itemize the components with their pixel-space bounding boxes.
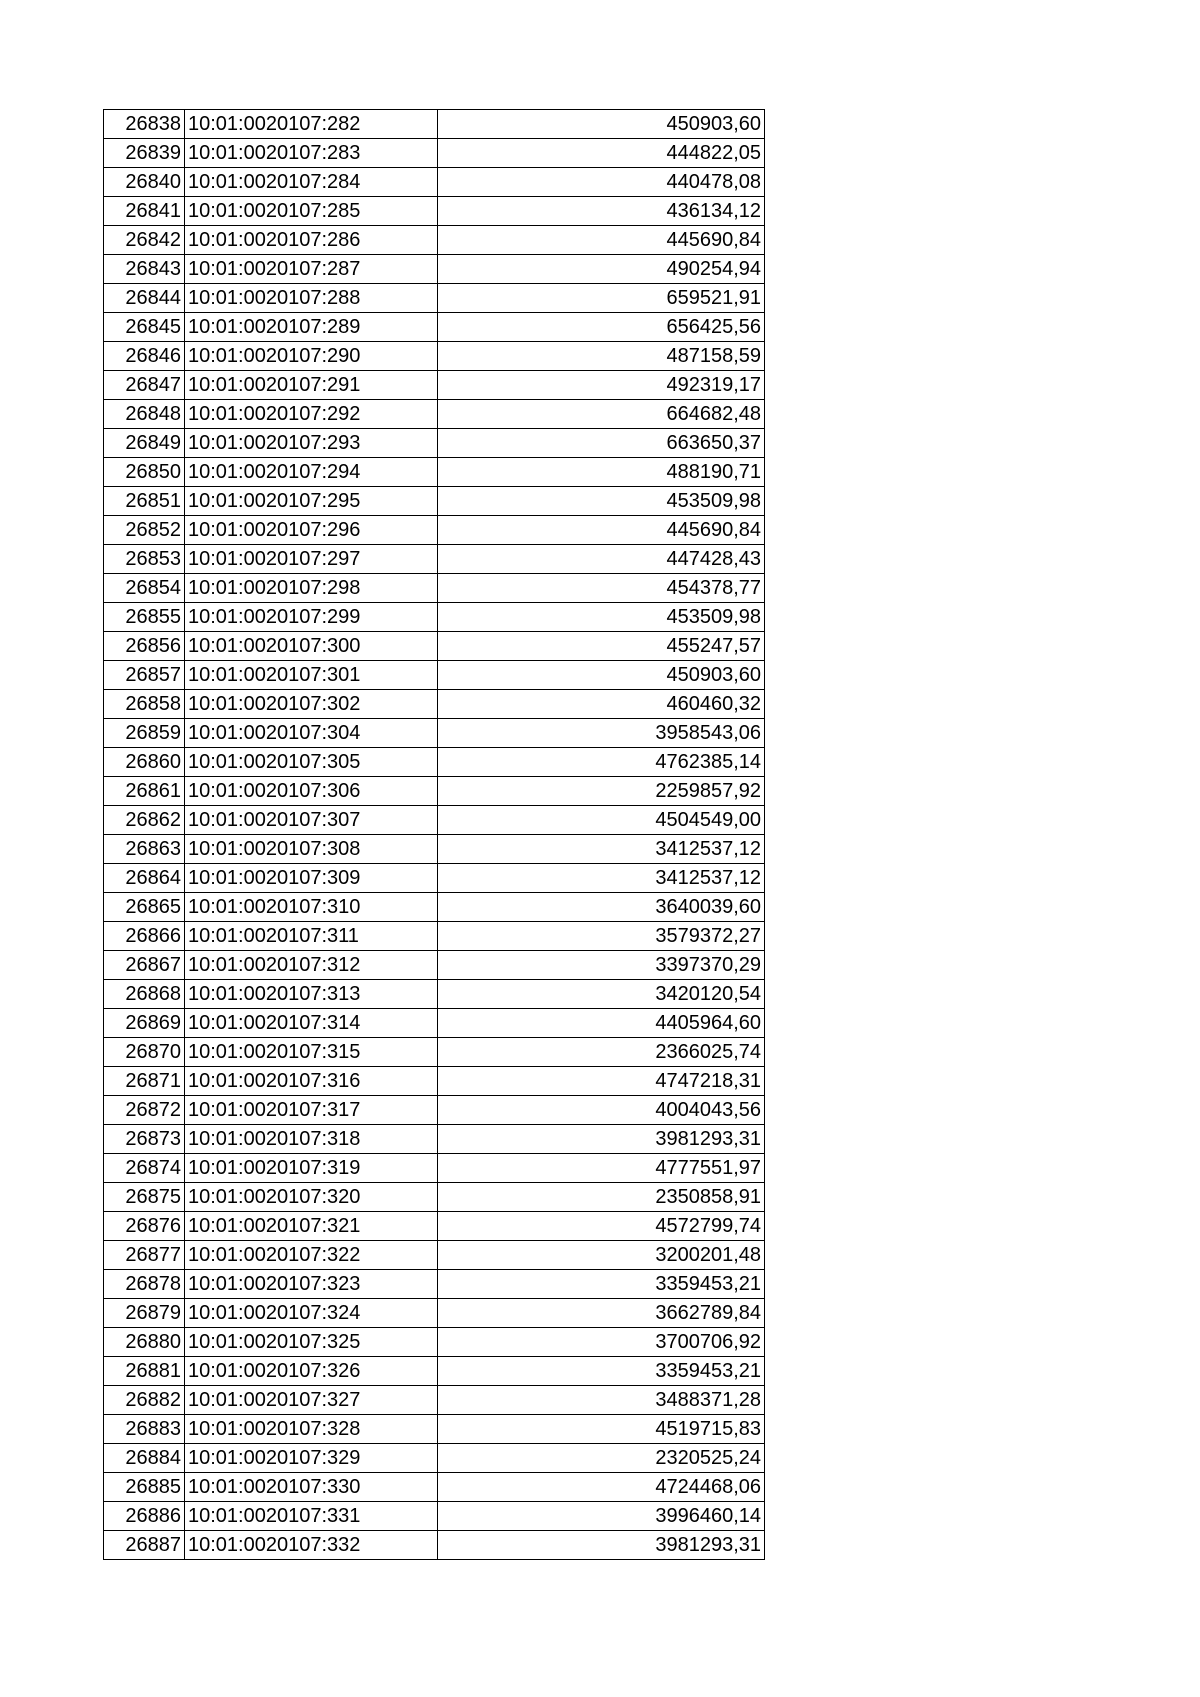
row-number-cell: 26839 [104,139,185,168]
table-row [104,864,765,893]
row-number-cell: 26858 [104,690,185,719]
row-number-cell: 26846 [104,342,185,371]
table-row [104,1502,765,1531]
cadastral-number-cell: 10:01:0020107:299 [185,603,438,632]
cadastral-value-cell: 453509,98 [438,487,765,516]
cadastral-number-cell: 10:01:0020107:313 [185,980,438,1009]
cadastral-value-cell: 450903,60 [438,661,765,690]
cadastral-value-cell: 450903,60 [438,110,765,139]
table-row [104,342,765,371]
row-number-cell: 26876 [104,1212,185,1241]
table-row [104,1386,765,1415]
cadastral-value-cell: 444822,05 [438,139,765,168]
cadastral-number-cell: 10:01:0020107:288 [185,284,438,313]
table-row [104,168,765,197]
table-row [104,1357,765,1386]
cadastral-value-cell: 453509,98 [438,603,765,632]
table-row [104,1154,765,1183]
table-row [104,1299,765,1328]
cadastral-number-cell: 10:01:0020107:291 [185,371,438,400]
row-number-cell: 26884 [104,1444,185,1473]
row-number-cell: 26865 [104,893,185,922]
cadastral-number-cell: 10:01:0020107:314 [185,1009,438,1038]
cadastral-number-cell: 10:01:0020107:304 [185,719,438,748]
row-number-cell: 26842 [104,226,185,255]
cadastral-number-cell: 10:01:0020107:320 [185,1183,438,1212]
row-number-cell: 26885 [104,1473,185,1502]
cadastral-value-cell: 4762385,14 [438,748,765,777]
row-number-cell: 26879 [104,1299,185,1328]
cadastral-number-cell: 10:01:0020107:327 [185,1386,438,1415]
table-row [104,255,765,284]
row-number-cell: 26838 [104,110,185,139]
cadastral-value-cell: 3420120,54 [438,980,765,1009]
cadastral-value-cell: 3662789,84 [438,1299,765,1328]
cadastral-value-cell: 3412537,12 [438,864,765,893]
cadastral-number-cell: 10:01:0020107:311 [185,922,438,951]
cadastral-value-cell: 445690,84 [438,226,765,255]
table-row [104,777,765,806]
row-number-cell: 26866 [104,922,185,951]
cadastral-number-cell: 10:01:0020107:322 [185,1241,438,1270]
row-number-cell: 26856 [104,632,185,661]
cadastral-number-cell: 10:01:0020107:308 [185,835,438,864]
cadastral-value-cell: 3359453,21 [438,1357,765,1386]
cadastral-number-cell: 10:01:0020107:297 [185,545,438,574]
cadastral-number-cell: 10:01:0020107:321 [185,1212,438,1241]
cadastral-number-cell: 10:01:0020107:305 [185,748,438,777]
row-number-cell: 26862 [104,806,185,835]
cadastral-value-cell: 4519715,83 [438,1415,765,1444]
cadastral-value-cell: 2350858,91 [438,1183,765,1212]
row-number-cell: 26849 [104,429,185,458]
table-row [104,690,765,719]
cadastral-value-cell: 656425,56 [438,313,765,342]
row-number-cell: 26883 [104,1415,185,1444]
cadastral-value-cell: 4777551,97 [438,1154,765,1183]
cadastral-number-cell: 10:01:0020107:290 [185,342,438,371]
row-number-cell: 26855 [104,603,185,632]
table-row [104,284,765,313]
table-row [104,1270,765,1299]
row-number-cell: 26868 [104,980,185,1009]
cadastral-value-cell: 2259857,92 [438,777,765,806]
row-number-cell: 26841 [104,197,185,226]
cadastral-value-cell: 454378,77 [438,574,765,603]
row-number-cell: 26847 [104,371,185,400]
cadastral-value-cell: 3412537,12 [438,835,765,864]
table-row [104,835,765,864]
row-number-cell: 26873 [104,1125,185,1154]
table-row [104,574,765,603]
table-row [104,632,765,661]
table-row [104,980,765,1009]
row-number-cell: 26850 [104,458,185,487]
table-row [104,893,765,922]
cadastral-number-cell: 10:01:0020107:287 [185,255,438,284]
cadastral-number-cell: 10:01:0020107:285 [185,197,438,226]
cadastral-value-cell: 664682,48 [438,400,765,429]
cadastral-number-cell: 10:01:0020107:283 [185,139,438,168]
cadastral-number-cell: 10:01:0020107:293 [185,429,438,458]
table-row [104,487,765,516]
table-row [104,1009,765,1038]
cadastral-number-cell: 10:01:0020107:317 [185,1096,438,1125]
cadastral-number-cell: 10:01:0020107:286 [185,226,438,255]
table-row [104,429,765,458]
cadastral-number-cell: 10:01:0020107:300 [185,632,438,661]
table-row [104,603,765,632]
row-number-cell: 26887 [104,1531,185,1560]
table-row [104,1096,765,1125]
table-row [104,545,765,574]
cadastral-value-cell: 492319,17 [438,371,765,400]
row-number-cell: 26861 [104,777,185,806]
cadastral-value-cell: 4405964,60 [438,1009,765,1038]
cadastral-value-cell: 3700706,92 [438,1328,765,1357]
table-body [104,110,765,1560]
row-number-cell: 26848 [104,400,185,429]
table-row [104,1328,765,1357]
cadastral-value-table [103,109,765,1560]
row-number-cell: 26871 [104,1067,185,1096]
cadastral-value-cell: 460460,32 [438,690,765,719]
cadastral-number-cell: 10:01:0020107:310 [185,893,438,922]
row-number-cell: 26859 [104,719,185,748]
cadastral-value-cell: 487158,59 [438,342,765,371]
row-number-cell: 26881 [104,1357,185,1386]
table-row [104,1241,765,1270]
row-number-cell: 26867 [104,951,185,980]
cadastral-number-cell: 10:01:0020107:294 [185,458,438,487]
row-number-cell: 26886 [104,1502,185,1531]
table-row [104,1067,765,1096]
cadastral-value-cell: 3640039,60 [438,893,765,922]
row-number-cell: 26854 [104,574,185,603]
cadastral-number-cell: 10:01:0020107:312 [185,951,438,980]
table-row [104,1415,765,1444]
cadastral-number-cell: 10:01:0020107:292 [185,400,438,429]
row-number-cell: 26872 [104,1096,185,1125]
cadastral-number-cell: 10:01:0020107:309 [185,864,438,893]
cadastral-value-cell: 2366025,74 [438,1038,765,1067]
row-number-cell: 26853 [104,545,185,574]
cadastral-number-cell: 10:01:0020107:319 [185,1154,438,1183]
table-row [104,226,765,255]
row-number-cell: 26840 [104,168,185,197]
cadastral-value-cell: 3981293,31 [438,1125,765,1154]
table-row [104,516,765,545]
row-number-cell: 26845 [104,313,185,342]
cadastral-value-cell: 490254,94 [438,255,765,284]
cadastral-number-cell: 10:01:0020107:298 [185,574,438,603]
table-row [104,458,765,487]
cadastral-number-cell: 10:01:0020107:329 [185,1444,438,1473]
cadastral-value-cell: 4747218,31 [438,1067,765,1096]
row-number-cell: 26860 [104,748,185,777]
cadastral-number-cell: 10:01:0020107:301 [185,661,438,690]
row-number-cell: 26857 [104,661,185,690]
cadastral-number-cell: 10:01:0020107:323 [185,1270,438,1299]
table-row [104,1183,765,1212]
document-page [103,109,764,1560]
row-number-cell: 26870 [104,1038,185,1067]
cadastral-number-cell: 10:01:0020107:302 [185,690,438,719]
cadastral-number-cell: 10:01:0020107:330 [185,1473,438,1502]
cadastral-number-cell: 10:01:0020107:295 [185,487,438,516]
cadastral-number-cell: 10:01:0020107:316 [185,1067,438,1096]
row-number-cell: 26863 [104,835,185,864]
cadastral-number-cell: 10:01:0020107:306 [185,777,438,806]
cadastral-value-cell: 659521,91 [438,284,765,313]
row-number-cell: 26880 [104,1328,185,1357]
table-row [104,313,765,342]
row-number-cell: 26878 [104,1270,185,1299]
cadastral-value-cell: 4504549,00 [438,806,765,835]
cadastral-value-cell: 4572799,74 [438,1212,765,1241]
row-number-cell: 26851 [104,487,185,516]
row-number-cell: 26875 [104,1183,185,1212]
cadastral-number-cell: 10:01:0020107:332 [185,1531,438,1560]
table-row [104,951,765,980]
cadastral-value-cell: 488190,71 [438,458,765,487]
row-number-cell: 26852 [104,516,185,545]
cadastral-value-cell: 663650,37 [438,429,765,458]
cadastral-value-cell: 455247,57 [438,632,765,661]
cadastral-number-cell: 10:01:0020107:324 [185,1299,438,1328]
table-row [104,1212,765,1241]
cadastral-value-cell: 2320525,24 [438,1444,765,1473]
cadastral-value-cell: 3359453,21 [438,1270,765,1299]
table-row [104,1444,765,1473]
cadastral-number-cell: 10:01:0020107:289 [185,313,438,342]
cadastral-value-cell: 3996460,14 [438,1502,765,1531]
row-number-cell: 26882 [104,1386,185,1415]
cadastral-number-cell: 10:01:0020107:307 [185,806,438,835]
cadastral-value-cell: 4724468,06 [438,1473,765,1502]
cadastral-number-cell: 10:01:0020107:318 [185,1125,438,1154]
table-row [104,110,765,139]
cadastral-number-cell: 10:01:0020107:284 [185,168,438,197]
table-row [104,661,765,690]
table-row [104,139,765,168]
cadastral-number-cell: 10:01:0020107:325 [185,1328,438,1357]
row-number-cell: 26844 [104,284,185,313]
cadastral-value-cell: 440478,08 [438,168,765,197]
cadastral-value-cell: 447428,43 [438,545,765,574]
cadastral-value-cell: 3397370,29 [438,951,765,980]
table-row [104,1038,765,1067]
cadastral-value-cell: 3579372,27 [438,922,765,951]
row-number-cell: 26869 [104,1009,185,1038]
cadastral-value-cell: 436134,12 [438,197,765,226]
table-row [104,1473,765,1502]
row-number-cell: 26874 [104,1154,185,1183]
cadastral-value-cell: 3958543,06 [438,719,765,748]
cadastral-value-cell: 3200201,48 [438,1241,765,1270]
table-row [104,922,765,951]
table-row [104,400,765,429]
table-row [104,806,765,835]
cadastral-value-cell: 3488371,28 [438,1386,765,1415]
table-row [104,197,765,226]
row-number-cell: 26843 [104,255,185,284]
table-row [104,371,765,400]
table-row [104,1125,765,1154]
cadastral-value-cell: 4004043,56 [438,1096,765,1125]
cadastral-value-cell: 3981293,31 [438,1531,765,1560]
cadastral-number-cell: 10:01:0020107:331 [185,1502,438,1531]
cadastral-number-cell: 10:01:0020107:328 [185,1415,438,1444]
table-row [104,1531,765,1560]
cadastral-number-cell: 10:01:0020107:282 [185,110,438,139]
table-row [104,719,765,748]
table-row [104,748,765,777]
row-number-cell: 26877 [104,1241,185,1270]
row-number-cell: 26864 [104,864,185,893]
cadastral-number-cell: 10:01:0020107:326 [185,1357,438,1386]
cadastral-number-cell: 10:01:0020107:296 [185,516,438,545]
cadastral-number-cell: 10:01:0020107:315 [185,1038,438,1067]
cadastral-value-cell: 445690,84 [438,516,765,545]
